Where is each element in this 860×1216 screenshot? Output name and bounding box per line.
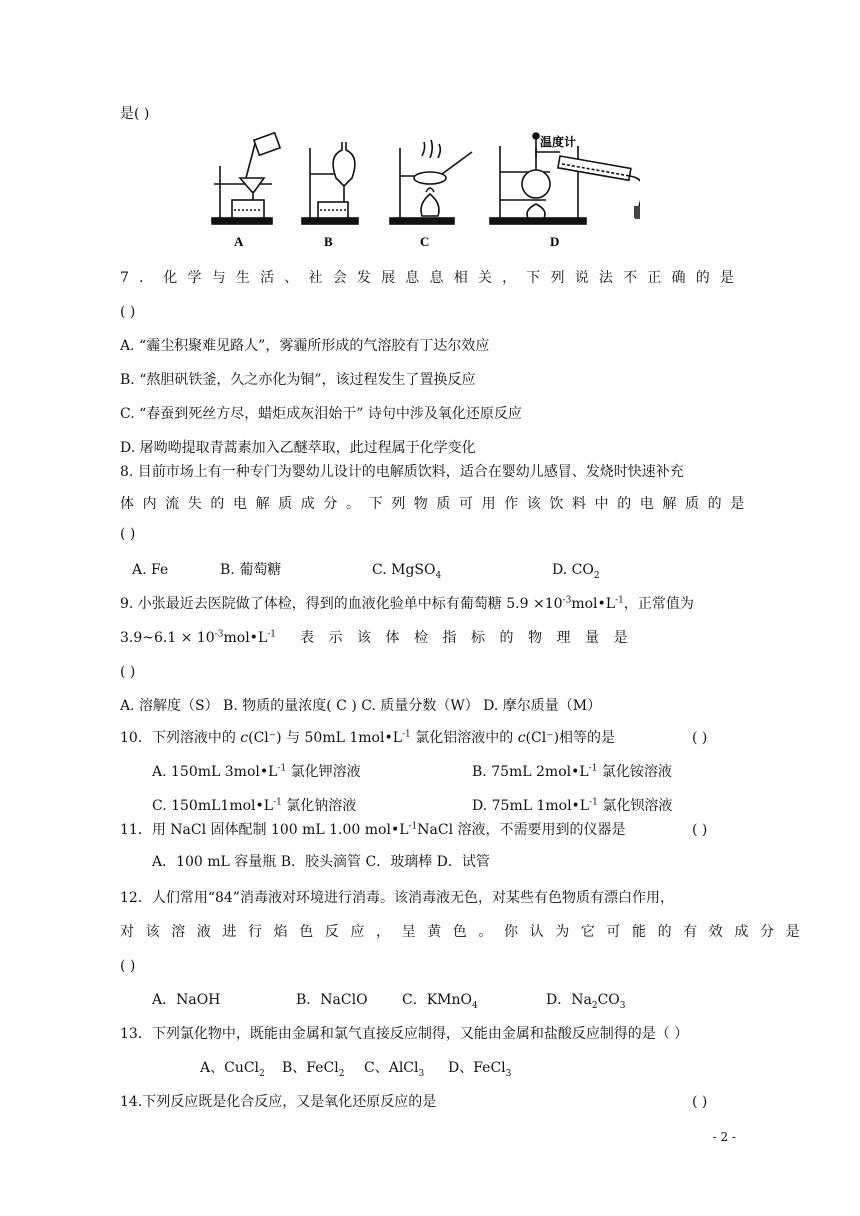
- apparatus-drawing: [210, 128, 640, 254]
- stand-base-a: [212, 218, 272, 224]
- q8-line-2: 体内流失的电解质成分。下列物质可用作该饮料中的电解质的是: [120, 496, 753, 512]
- q9-options: A. 溶解度（S） B. 物质的量浓度( C ) C. 质量分数（W） D. 摩尔质量（M）: [120, 698, 602, 714]
- q13-option-c: C、AlCl$_3$: [364, 1060, 425, 1079]
- q10-option-c: C. $150mL1mol•L^{-1}$ 氯化钠溶液: [152, 797, 357, 814]
- q10-option-b: B. 75mL $2mol•L^{-1}$ 氯化铵溶液: [472, 763, 672, 780]
- stand-base-b: [302, 218, 358, 224]
- q10-option-d: D. 75mL $1mol•L^{-1}$ 氯化钡溶液: [472, 797, 673, 814]
- q8-option-a: A. Fe: [132, 562, 169, 578]
- q9-line-2: 3.9~6.1 × $10^{-3}mol•L^{-1}$ 表示该体检指标的物理量是: [120, 629, 643, 646]
- q10-paren: ( ): [692, 730, 708, 746]
- q12-line-2: 对该溶液进行焰色反应，呈黄色。你认为它可能的有效成分是: [120, 924, 812, 940]
- q14-paren: ( ): [692, 1094, 708, 1110]
- q13-option-b: B、FeCl$_2$: [282, 1060, 345, 1079]
- q7-option-d: D. 屠呦呦提取青蒿素加入乙醚萃取，此过程属于化学变化: [120, 440, 476, 456]
- q10-option-a: A. 150mL $3mol•L^{-1}$ 氯化钾溶液: [152, 763, 361, 780]
- figure-label-b: B: [324, 234, 333, 249]
- q10-stem: 10．下列溶液中的 c(Cl⁻) 与 50mL $1mol•L^{-1}$ 氯化铝溶液中的 c(Cl⁻)相等的是: [120, 729, 616, 746]
- intro-line: 是( ): [120, 106, 150, 122]
- q7-option-c: C. “春蚕到死丝方尽，蜡炬成灰泪始干” 诗句中涉及氧化还原反应: [120, 406, 522, 422]
- stand-base-d: [490, 218, 586, 224]
- q11-options: A．100 mL 容量瓶 B．胶头滴管 C．玻璃棒 D．试管: [152, 854, 490, 870]
- bench-block: [634, 206, 640, 218]
- q8-option-d: D. $CO_2$: [552, 562, 600, 581]
- q8-option-b: B. 葡萄糖: [220, 562, 282, 578]
- q11-paren: ( ): [692, 822, 708, 838]
- q13-stem: 13．下列氯化物中，既能由金属和氯气直接反应制得，又能由金属和盐酸反应制得的是（ ）: [120, 1026, 689, 1042]
- q8-paren: ( ): [120, 526, 136, 542]
- figure-label-d: D: [550, 234, 560, 249]
- q12-line-1: 12．人们常用“84”消毒液对环境进行消毒。该消毒液无色，对某些有色物质有漂白作用，: [120, 890, 674, 906]
- q8-option-c: C. MgSO$_4$: [372, 562, 442, 581]
- stand-base-c: [390, 218, 454, 224]
- q9-paren: ( ): [120, 664, 136, 680]
- q7-option-b: B. “熬胆矾铁釜，久之亦化为铜”，该过程发生了置换反应: [120, 372, 476, 388]
- q12-paren: ( ): [120, 958, 136, 974]
- q7-paren: ( ): [120, 304, 136, 320]
- q12-option-a: A．NaOH: [152, 992, 221, 1008]
- q7-option-a: A. “霾尘积聚难见路人”，雾霾所形成的气溶胶有丁达尔效应: [120, 338, 490, 354]
- apparatus-figure: [210, 128, 640, 254]
- q11-stem: 11．用 NaCl 固体配制 100 mL 1.00 $mol•L^{-1}NaCl$ 溶液，不需要用到的仪器是: [120, 821, 626, 838]
- q12-option-b: B．NaClO: [296, 992, 368, 1008]
- q14-stem: 14.下列反应既是化合反应，又是氧化还原反应的是: [120, 1094, 437, 1110]
- q7-stem: 7．化学与生活、社会发展息息相关，下列说法不正确的是: [120, 270, 745, 286]
- figure-label-a: A: [234, 234, 244, 249]
- q12-option-c: C．KMnO$_4$: [402, 992, 478, 1011]
- figure-label-c: C: [420, 234, 430, 249]
- page-number: - 2 -: [712, 1130, 736, 1144]
- q8-line-1: 8. 目前市场上有一种专门为婴幼儿设计的电解质饮料，适合在婴幼儿感冒、发烧时快速补充: [120, 464, 684, 480]
- thermometer-label: 温度计: [540, 135, 577, 149]
- q9-line-1: 9. 小张最近去医院做了体检，得到的血液化验单中标有葡萄糖 $5.9 \times 10^{-3}mol•L^{-1}$，正常值为: [120, 595, 694, 612]
- q13-option-a: A、CuCl$_2$: [200, 1060, 265, 1079]
- q12-option-d: D．$Na_2CO_3$: [546, 992, 626, 1011]
- q13-option-d: D、FeCl$_3$: [448, 1060, 512, 1079]
